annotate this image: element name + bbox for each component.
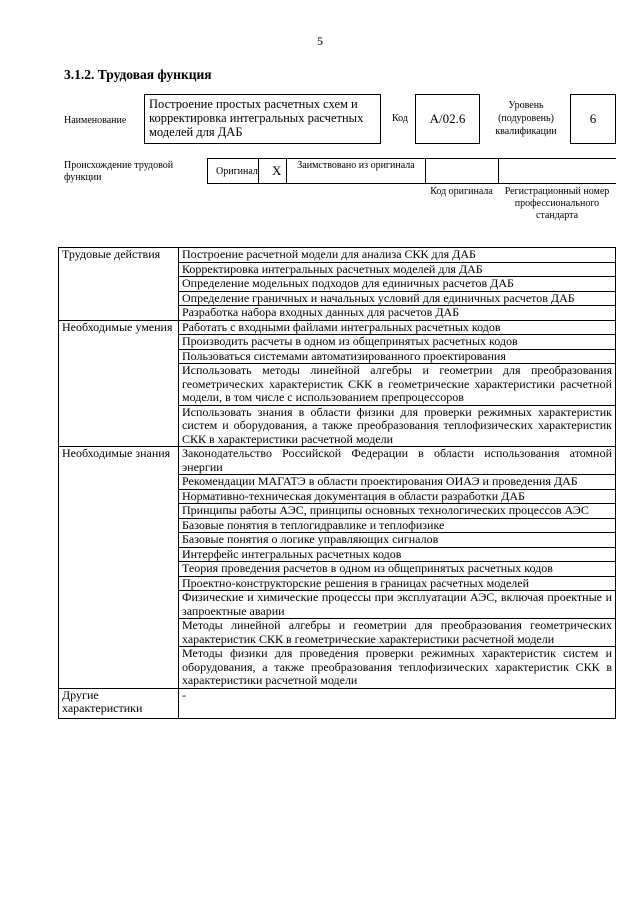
item-cell: Использовать знания в области физики для проверки режимных характеристик систем и оборудования, а также преобразования теплофизических характеристик СКК в характеристики расчетной модели (179, 405, 616, 447)
item-cell: Физические и химические процессы при эксплуатации АЭС, включая проектные и запроектные аварии (179, 591, 616, 619)
page-number: 5 (317, 34, 323, 48)
item-cell: Законодательство Российской Федерации в области использования атомной энергии (179, 447, 616, 475)
original-label: Оригинал (216, 166, 258, 177)
item-cell: Методы линейной алгебры и геометрии для преобразования геометрических характеристик СКК в геометрические характеристики расчетной модели (179, 619, 616, 647)
code-original-cell (425, 158, 498, 184)
code-value: А/02.6 (415, 94, 480, 144)
level-value: 6 (570, 94, 616, 144)
category-cell: Трудовые действия (59, 248, 179, 321)
name-value: Построение простых расчетных схем и корректировка интегральных расчетных моделей для ДАБ (144, 94, 381, 144)
item-cell: Методы физики для проведения проверки режимных характеристик систем и оборудования, а также преобразования теплофизических характеристик СКК в характеристики расчетной модели (179, 647, 616, 689)
function-table (58, 247, 616, 719)
item-cell: - (179, 688, 616, 718)
item-cell: Нормативно-техническая документация в области разработки ДАБ (179, 489, 616, 504)
code-original-label: Код оригинала (430, 186, 493, 197)
category-cell: Необходимые знания (59, 447, 179, 689)
reg-number-cell (498, 158, 616, 184)
original-cell (207, 158, 287, 184)
category-cell: Необходимые умения (59, 320, 179, 447)
reg-number-label: Регистрационный номер профессионального стандарта (504, 186, 610, 221)
item-cell: Использовать методы линейной алгебры и геометрии для преобразования геометрических характеристик СКК в геометрические характеристики расчетной модели, в том числе с использованием препроцессоров (179, 364, 616, 406)
item-cell: Базовые понятия в теплогидравлике и теплофизике (179, 518, 616, 533)
item-cell: Разработка набора входных данных для расчетов ДАБ (179, 306, 616, 321)
item-cell: Рекомендации МАГАТЭ в области проектирования ОИАЭ и проведения ДАБ (179, 475, 616, 490)
item-cell: Определение граничных и начальных условий для единичных расчетов ДАБ (179, 291, 616, 306)
item-cell: Проектно-конструкторские решения в границах расчетных моделей (179, 576, 616, 591)
item-cell: Теория проведения расчетов в одном из общепринятых расчетных кодов (179, 562, 616, 577)
section-title: 3.1.2. Трудовая функция (64, 67, 212, 82)
item-cell: Производить расчеты в одном из общепринятых расчетных кодов (179, 335, 616, 350)
level-label: Уровень (подуровень) квалификации (495, 100, 557, 137)
table-row (59, 320, 616, 335)
table-row (59, 447, 616, 475)
origin-label: Происхождение трудовой функции (64, 160, 174, 183)
name-label: Наименование (64, 115, 127, 126)
item-cell: Интерфейс интегральных расчетных кодов (179, 547, 616, 562)
item-cell: Принципы работы АЭС, принципы основных технологических процессов АЭС (179, 504, 616, 519)
original-mark: X (272, 163, 282, 178)
borrowed-cell: Заимствовано из оригинала (287, 158, 425, 184)
category-cell: Другие характеристики (59, 688, 179, 718)
item-cell: Базовые понятия о логике управляющих сигналов (179, 533, 616, 548)
item-cell: Определение модельных подходов для единичных расчетов ДАБ (179, 277, 616, 292)
code-label: Код (392, 113, 408, 124)
table-row (59, 248, 616, 263)
item-cell: Корректировка интегральных расчетных моделей для ДАБ (179, 262, 616, 277)
item-cell: Построение расчетной модели для анализа СКК для ДАБ (179, 248, 616, 263)
table-row (59, 688, 616, 718)
original-separator (258, 158, 259, 184)
item-cell: Пользоваться системами автоматизированного проектирования (179, 349, 616, 364)
item-cell: Работать с входными файлами интегральных расчетных кодов (179, 320, 616, 335)
